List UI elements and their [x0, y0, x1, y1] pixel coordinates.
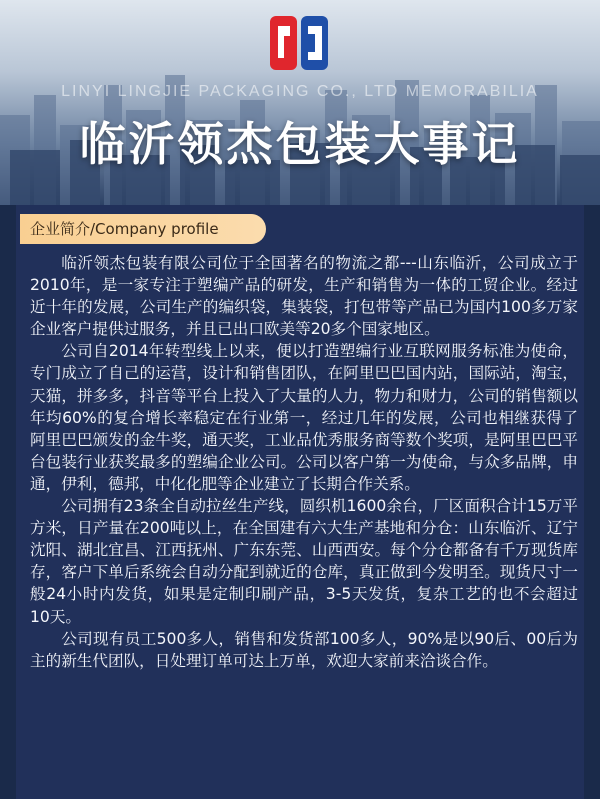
lingjie-logo-icon	[268, 14, 330, 72]
paragraph-production: 公司拥有23条全自动拉丝生产线，圆织机1600余台，厂区面积合计15万平方米，日产量在200吨以上，在全国建有六大生产基地和分仓：山东临沂、辽宁沈阳、湖北宜昌、江西抚州、广东东莞、山西西安。每个分仓都备有千万现货库存，客户下单后系统会自动分配到就近的仓库，真正做到今发明至。现货尺寸一般24小时内发货，如果是定制印刷产品，3-5天发货，复杂工艺的也不会超过10天。	[30, 497, 578, 626]
paragraph-intro: 临沂领杰包装有限公司位于全国著名的物流之都---山东临沂，公司成立于2010年，是一家专注于塑编产品的研发，生产和销售为一体的工贸企业。经过近十年的发展，公司生产的编织袋，集装袋，打包带等产品已为国内100多万家企业客户提供过服务，并且已出口欧美等20多个国家地区。	[30, 254, 578, 339]
paragraph-online: 公司自2014年转型线上以来，便以打造塑编行业互联网服务标准为使命，专门成立了自己的运营，设计和销售团队，在阿里巴巴国内站，国际站，淘宝，天猫，拼多多，抖音等平台上投入了大量的人力，物力和财力，公司的销售额以年均60%的复合增长率稳定在行业第一，经过几年的发展，公司也相继获得了阿里巴巴颁发的金牛奖，通天奖，工业品优秀服务商等数个奖项，是阿里巴巴平台包装行业获奖最多的塑编企业公司。公司以客户第一为使命，与众多品牌，申通，伊利，德邦，中化化肥等企业建立了长期合作关系。	[30, 342, 578, 493]
section-label-company-profile: 企业简介/Company profile	[20, 214, 266, 244]
paragraph-team: 公司现有员工500多人，销售和发货部100多人，90%是以90后、00后为主的新生代团队，日处理订单可达上万单，欢迎大家前来洽谈合作。	[30, 629, 578, 670]
page-title: 临沂领杰包装大事记	[79, 117, 521, 171]
company-english-name: LINYI LINGJIE PACKAGING CO., LTD MEMORABILIA	[61, 83, 539, 100]
company-profile-text	[30, 252, 578, 672]
hero-banner	[0, 0, 600, 205]
